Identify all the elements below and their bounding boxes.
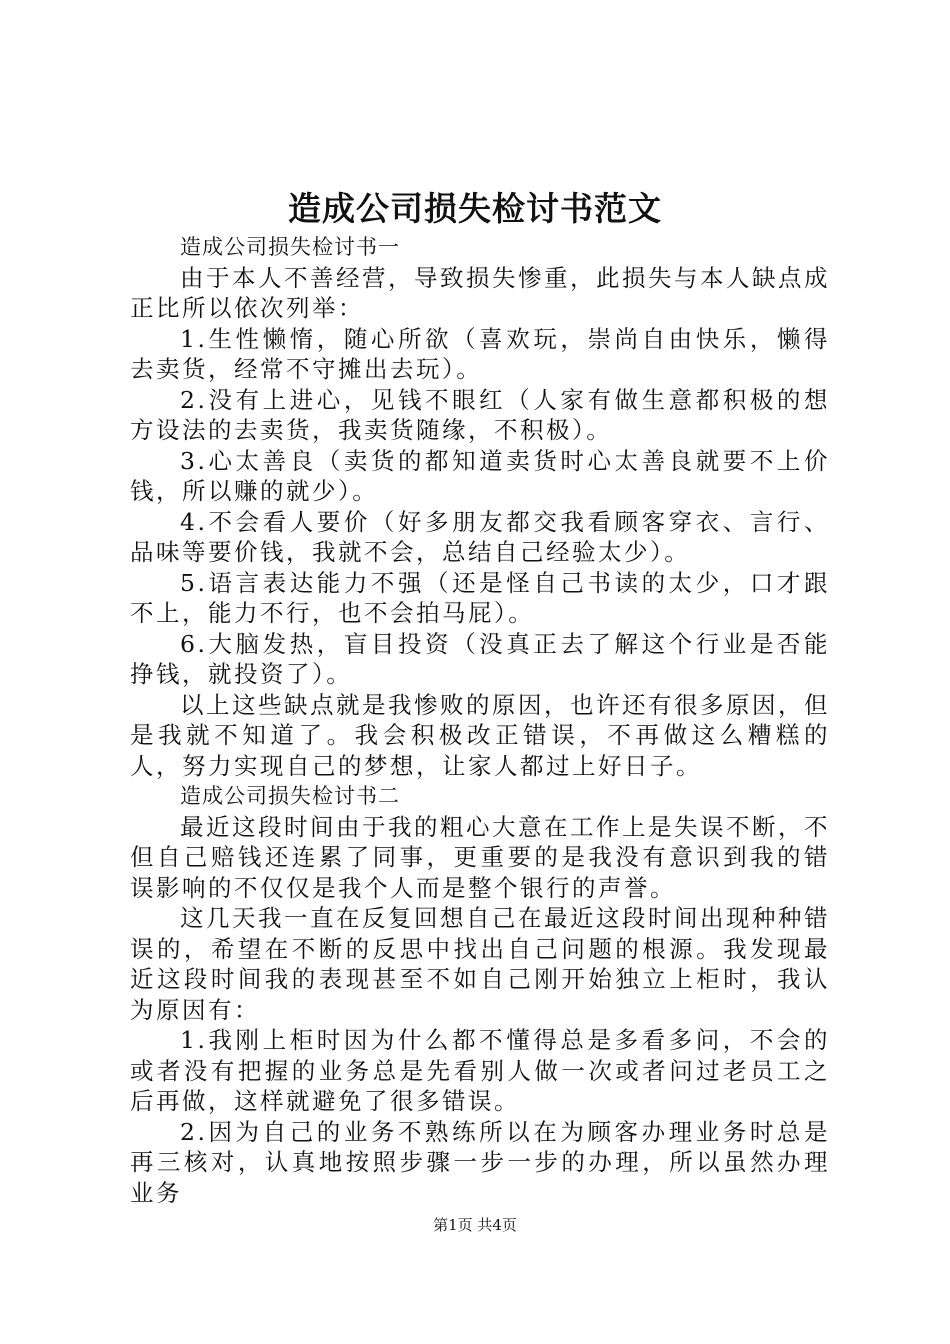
page-footer: 第1页 共4页 [433, 1216, 517, 1234]
list-item: 1.生性懒惰，随心所欲（喜欢玩，崇尚自由快乐，懒得去卖货，经常不守摊出去玩）。 [130, 324, 830, 383]
document-title: 造成公司损失检讨书范文 [288, 189, 662, 228]
list-item: 3.心太善良（卖货的都知道卖货时心太善良就要不上价钱，所以赚的就少）。 [130, 446, 830, 505]
document-body [130, 232, 830, 1208]
list-item: 2.没有上进心，见钱不眼红（人家有做生意都积极的想方设法的去卖货，我卖货随缘，不积极）。 [130, 385, 830, 444]
list-item: 2.因为自己的业务不熟练所以在为顾客办理业务时总是再三核对，认真地按照步骤一步一步的办理，所以虽然办理业务 [130, 1117, 830, 1207]
list-item: 6.大脑发热，盲目投资（没真正去了解这个行业是否能挣钱，就投资了）。 [130, 629, 830, 688]
list-item: 1.我刚上柜时因为什么都不懂得总是多看多问，不会的或者没有把握的业务总是先看别人做一次或者问过老员工之后再做，这样就避免了很多错误。 [130, 1026, 830, 1115]
paragraph: 这几天我一直在反复回想自己在最近这段时间出现种种错误的，希望在不断的反思中找出自己问题的根源。我发现最近这段时间我的表现甚至不如自己刚开始独立上柜时，我认为原因有： [130, 904, 830, 1024]
section-heading: 造成公司损失检讨书二 [180, 784, 400, 808]
paragraph: 以上这些缺点就是我惨败的原因，也许还有很多原因，但是我就不知道了。我会积极改正错误，不再做这么糟糕的人，努力实现自己的梦想，让家人都过上好日子。 [130, 690, 830, 780]
section-heading: 造成公司损失检讨书一 [180, 235, 400, 259]
paragraph: 由于本人不善经营，导致损失惨重，此损失与本人缺点成正比所以依次列举： [130, 263, 830, 322]
paragraph: 最近这段时间由于我的粗心大意在工作上是失误不断，不但自己赔钱还连累了同事，更重要的是我没有意识到我的错误影响的不仅仅是我个人而是整个银行的声誉。 [130, 812, 830, 902]
list-item: 5.语言表达能力不强（还是怪自己书读的太少，口才跟不上，能力不行，也不会拍马屁）。 [130, 568, 830, 627]
list-item: 4.不会看人要价（好多朋友都交我看顾客穿衣、言行、品味等要价钱，我就不会，总结自己经验太少）。 [130, 507, 830, 566]
